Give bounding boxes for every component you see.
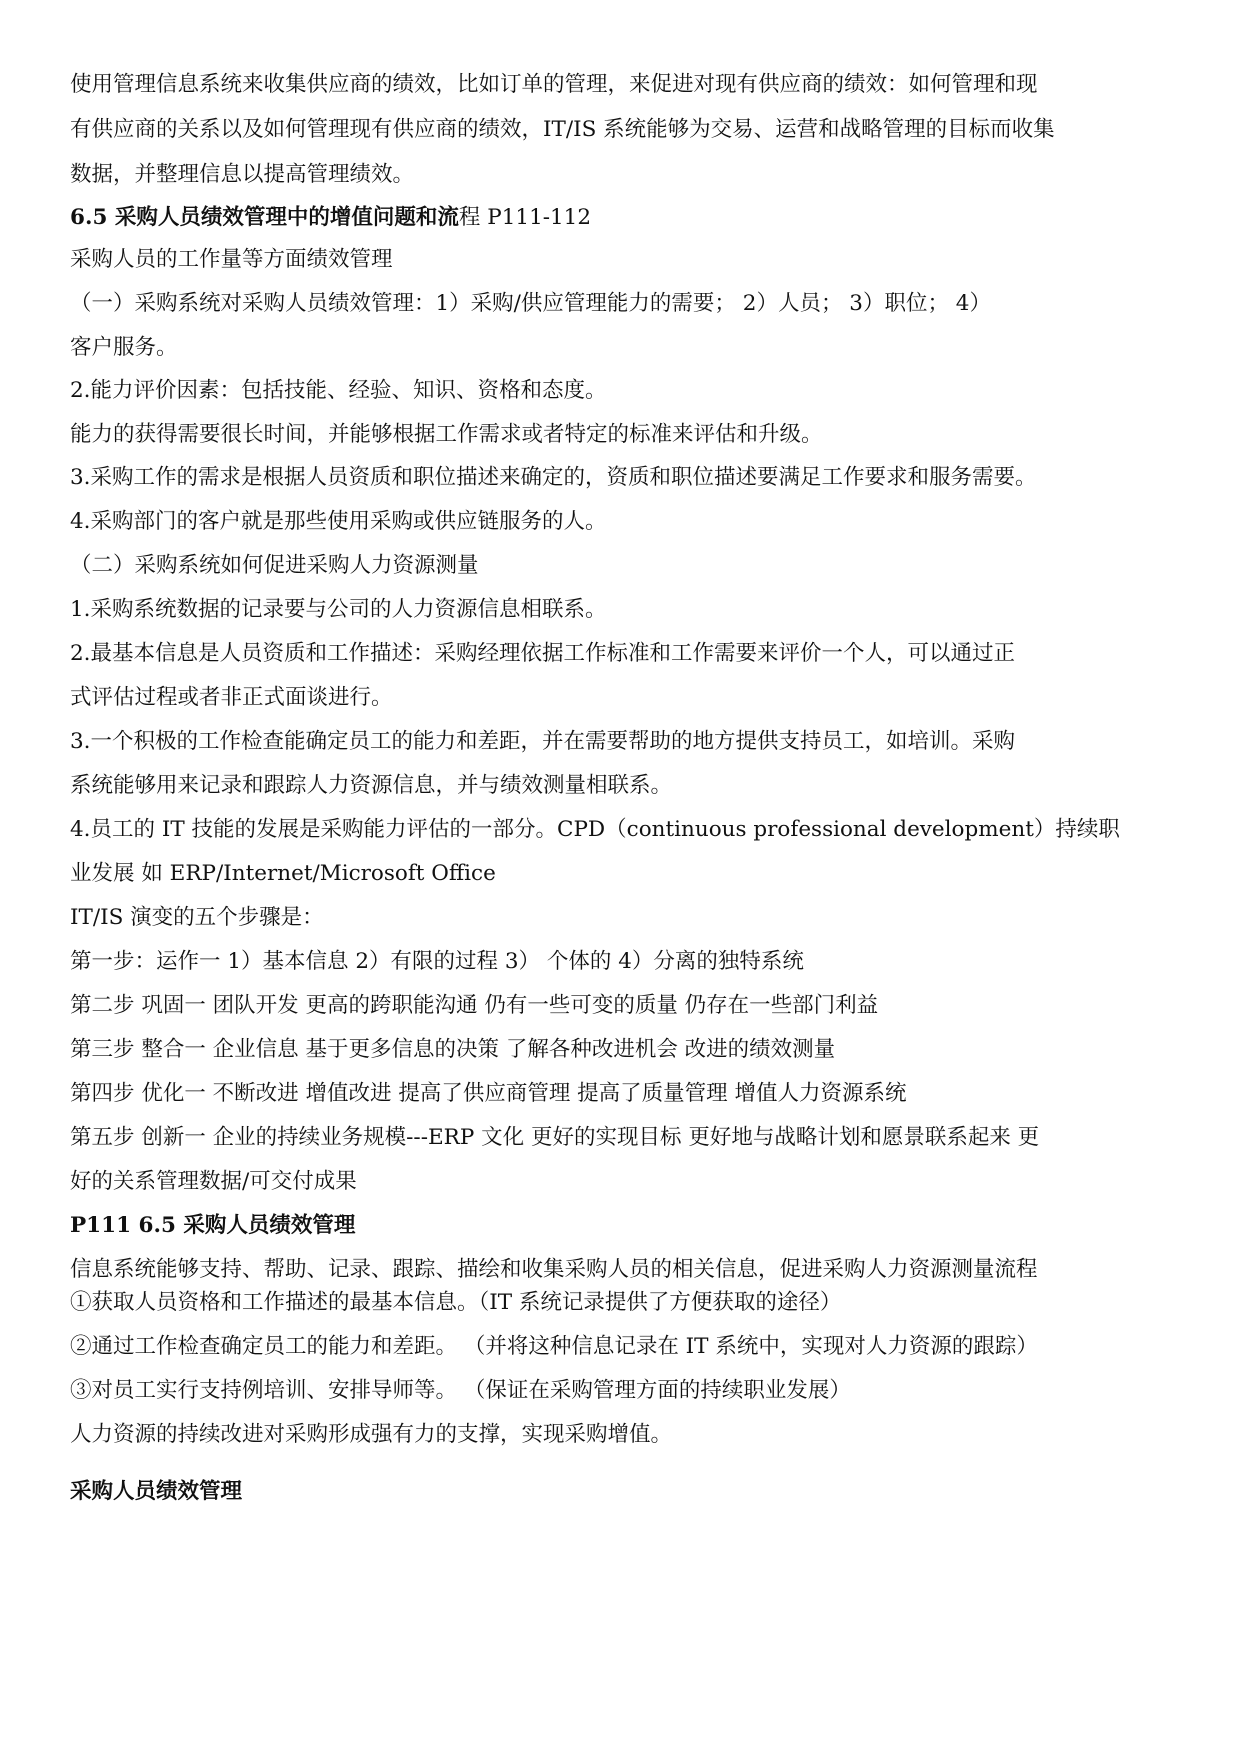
paragraph-line: 3.采购工作的需求是根据人员资质和职位描述来确定的，资质和职位描述要满足工作要求和服务需要。 <box>70 465 1037 490</box>
paragraph-line: （一）采购系统对采购人员绩效管理：1）采购/供应管理能力的需要； 2）人员； 3）职位； 4） <box>70 291 991 316</box>
paragraph-line: 1.采购系统数据的记录要与公司的人力资源信息相联系。 <box>70 597 607 622</box>
paragraph-line: 第三步 整合一 企业信息 基于更多信息的决策 了解各种改进机会 改进的绩效测量 <box>70 1037 836 1062</box>
section-heading-pages: 程 P111-112 <box>458 205 592 230</box>
paragraph-line: （二）采购系统如何促进采购人力资源测量 <box>70 553 479 578</box>
paragraph-line: 4.采购部门的客户就是那些使用采购或供应链服务的人。 <box>70 509 607 534</box>
paragraph-line: 使用管理信息系统来收集供应商的绩效，比如订单的管理，来促进对现有供应商的绩效：如何管理和现 <box>70 72 1038 97</box>
paragraph-line: 3.一个积极的工作检查能确定员工的能力和差距，并在需要帮助的地方提供支持员工，如培训。采购 <box>70 729 1016 754</box>
section-heading <box>70 203 1220 233</box>
paragraph-line: 采购人员的工作量等方面绩效管理 <box>70 247 393 272</box>
section-heading-final: 采购人员绩效管理 <box>70 1479 243 1504</box>
paragraph-line: ③对员工实行支持例培训、安排导师等。 （保证在采购管理方面的持续职业发展） <box>70 1378 851 1403</box>
paragraph-line: 第一步：运作一 1）基本信息 2）有限的过程 3） 个体的 4）分离的独特系统 <box>70 949 804 974</box>
paragraph-line: 第四步 优化一 不断改进 增值改进 提高了供应商管理 提高了质量管理 增值人力资源系统 <box>70 1081 907 1106</box>
paragraph-line: 业发展 如 ERP/Internet/Microsoft Office <box>70 861 496 886</box>
paragraph-line: 客户服务。 <box>70 335 178 360</box>
section-heading-bold: 6.5 采购人员绩效管理中的增值问题和流 <box>70 205 459 230</box>
paragraph-line: 系统能够用来记录和跟踪人力资源信息，并与绩效测量相联系。 <box>70 773 673 798</box>
paragraph-line: 好的关系管理数据/可交付成果 <box>70 1169 357 1194</box>
paragraph-line: 第五步 创新一 企业的持续业务规模---ERP 文化 更好的实现目标 更好地与战略计划和愿景联系起来 更 <box>70 1125 1040 1150</box>
paragraph-line: ②通过工作检查确定员工的能力和差距。 （并将这种信息记录在 IT 系统中，实现对人力资源的跟踪） <box>70 1334 1038 1359</box>
paragraph-line: 有供应商的关系以及如何管理现有供应商的绩效，IT/IS 系统能够为交易、运营和战略管理的目标而收集 <box>70 117 1055 142</box>
paragraph-line: 2.能力评价因素：包括技能、经验、知识、资格和态度。 <box>70 378 607 403</box>
paragraph-line: ①获取人员资格和工作描述的最基本信息。（IT 系统记录提供了方便获取的途径） <box>70 1290 842 1315</box>
paragraph-line: 能力的获得需要很长时间，并能够根据工作需求或者特定的标准来评估和升级。 <box>70 422 823 447</box>
paragraph-line: 4.员工的 IT 技能的发展是采购能力评估的一部分。CPD（continuous professional development）持续职 <box>70 817 1120 842</box>
section-heading-p111: P111 6.5 采购人员绩效管理 <box>70 1213 356 1238</box>
paragraph-line: IT/IS 演变的五个步骤是： <box>70 905 324 930</box>
paragraph-line: 第二步 巩固一 团队开发 更高的跨职能沟通 仍有一些可变的质量 仍存在一些部门利益 <box>70 993 879 1018</box>
paragraph-line: 人力资源的持续改进对采购形成强有力的支撑，实现采购增值。 <box>70 1422 673 1447</box>
paragraph-line: 信息系统能够支持、帮助、记录、跟踪、描绘和收集采购人员的相关信息，促进采购人力资源测量流程 <box>70 1257 1038 1282</box>
paragraph-line: 数据，并整理信息以提高管理绩效。 <box>70 162 415 187</box>
paragraph-line: 2.最基本信息是人员资质和工作描述：采购经理依据工作标准和工作需要来评价一个人，可以通过正 <box>70 641 1016 666</box>
paragraph-line: 式评估过程或者非正式面谈进行。 <box>70 685 393 710</box>
